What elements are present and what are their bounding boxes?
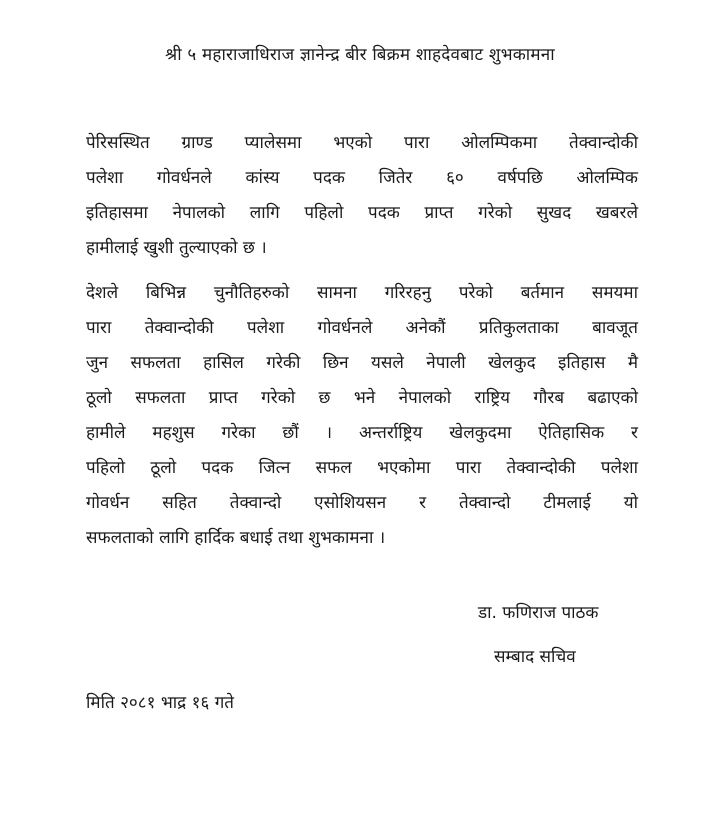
paragraph-1 (86, 126, 638, 266)
letter-date: मिति २०८१ भाद्र १६ गते (86, 693, 234, 713)
signatory-title: सम्बाद सचिव (494, 647, 576, 667)
paragraph-line: हामीलाई खुशी तुल्याएको छ । (86, 238, 267, 258)
letter-title: श्री ५ महाराजाधिराज ज्ञानेन्द्र बीर बिक्रम शाहदेवबाट शुभकामना (165, 45, 555, 65)
paragraph-line: हामीले महशुस गरेका छौं । अन्तर्राष्ट्रिय खेलकुदमा ऐतिहासिक र (86, 423, 638, 443)
paragraph-line: इतिहासमा नेपालको लागि पहिलो पदक प्राप्त गरेको सुखद खबरले (86, 203, 638, 223)
paragraph-line: जुन सफलता हासिल गरेकी छिन यसले नेपाली खेलकुद इतिहास मै (86, 353, 638, 373)
paragraph-line: पहिलो ठूलो पदक जित्न सफल भएकोमा पारा तेक्वान्दोकी पलेशा (86, 458, 638, 478)
paragraph-line: पलेशा गोवर्धनले कांस्य पदक जितेर ६० वर्षपछि ओलम्पिक (86, 168, 638, 188)
signatory-name: डा. फणिराज पाठक (478, 603, 599, 623)
paragraph-line: सफलताको लागि हार्दिक बधाई तथा शुभकामना । (86, 528, 386, 548)
paragraph-2 (86, 276, 638, 556)
paragraph-line: देशले बिभिन्न चुनौतिहरुको सामना गरिरहनु परेको बर्तमान समयमा (86, 283, 638, 303)
paragraph-line: ठूलो सफलता प्राप्त गरेको छ भने नेपालको राष्ट्रिय गौरब बढाएको (86, 388, 638, 408)
paragraph-line: पारा तेक्वान्दोकी पलेशा गोवर्धनले अनेकौं प्रतिकुलताका बावजूत (86, 318, 638, 338)
paragraph-line: पेरिसस्थित ग्राण्ड प्यालेसमा भएको पारा ओलम्पिकमा तेक्वान्दोकी (86, 133, 638, 153)
paragraph-line: गोवर्धन सहित तेक्वान्दो एसोशियसन र तेक्वान्दो टीमलाई यो (86, 493, 638, 513)
